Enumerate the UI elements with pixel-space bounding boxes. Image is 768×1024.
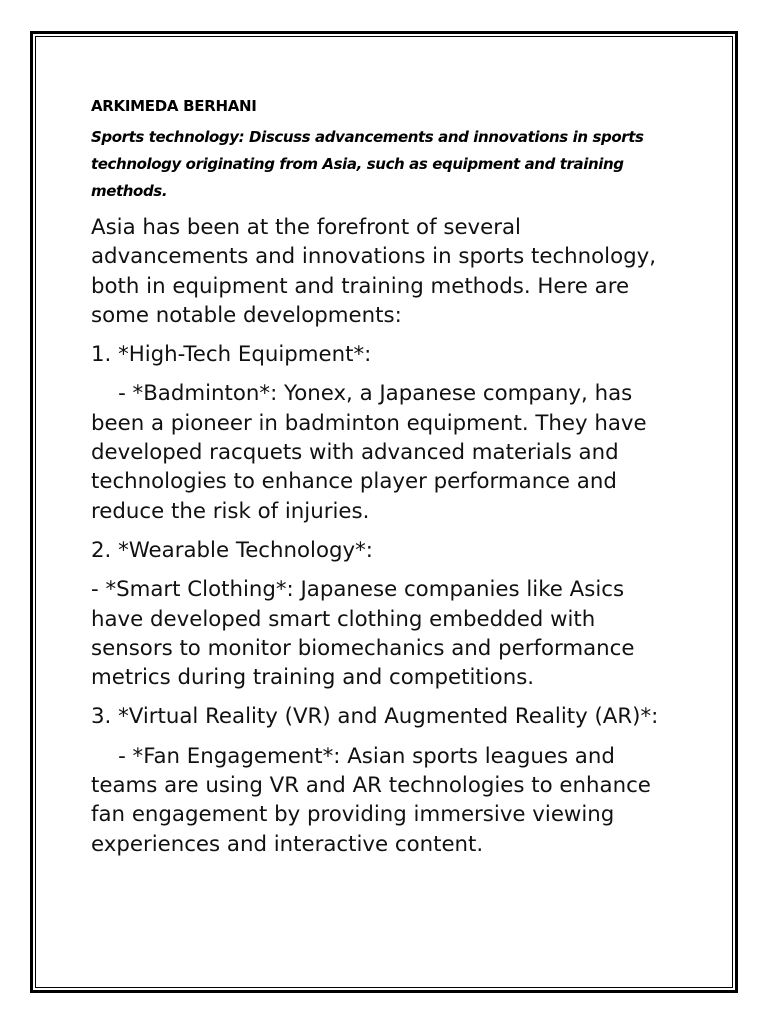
section-heading-equipment: 1. *High-Tech Equipment*: [91, 342, 372, 368]
author-name: ARKIMEDA BERHANI [91, 97, 257, 115]
document-body [91, 213, 683, 859]
intro-paragraph: Asia has been at the forefront of several advancements and innovations in sports technology, both in equipment and training methods. Here are some notable developments: [91, 215, 657, 328]
badminton-paragraph: - *Badminton*: Yonex, a Japanese company, has been a pioneer in badminton equipment. They have developed racquets with advanced materials and technologies to enhance player performance and reduce the risk of injuries. [91, 381, 654, 524]
document-content [91, 94, 683, 869]
fan-engagement-paragraph: - *Fan Engagement*: Asian sports leagues and teams are using VR and AR technologies to enhance fan engagement by providing immersive viewing experiences and interactive content. [91, 743, 658, 857]
smart-clothing-paragraph: - *Smart Clothing*: Japanese companies like Asics have developed smart clothing embedded with sensors to monitor biomechanics and performance metrics during training and competitions. [91, 577, 635, 691]
section-heading-vr-ar: 3. *Virtual Reality (VR) and Augmented Reality (AR)*: [91, 704, 659, 730]
section-heading-wearable: 2. *Wearable Technology*: [91, 537, 373, 563]
topic-heading: Sports technology: Discuss advancements and innovations in sports technology originating from Asia, such as equipment and training methods. [91, 128, 644, 200]
